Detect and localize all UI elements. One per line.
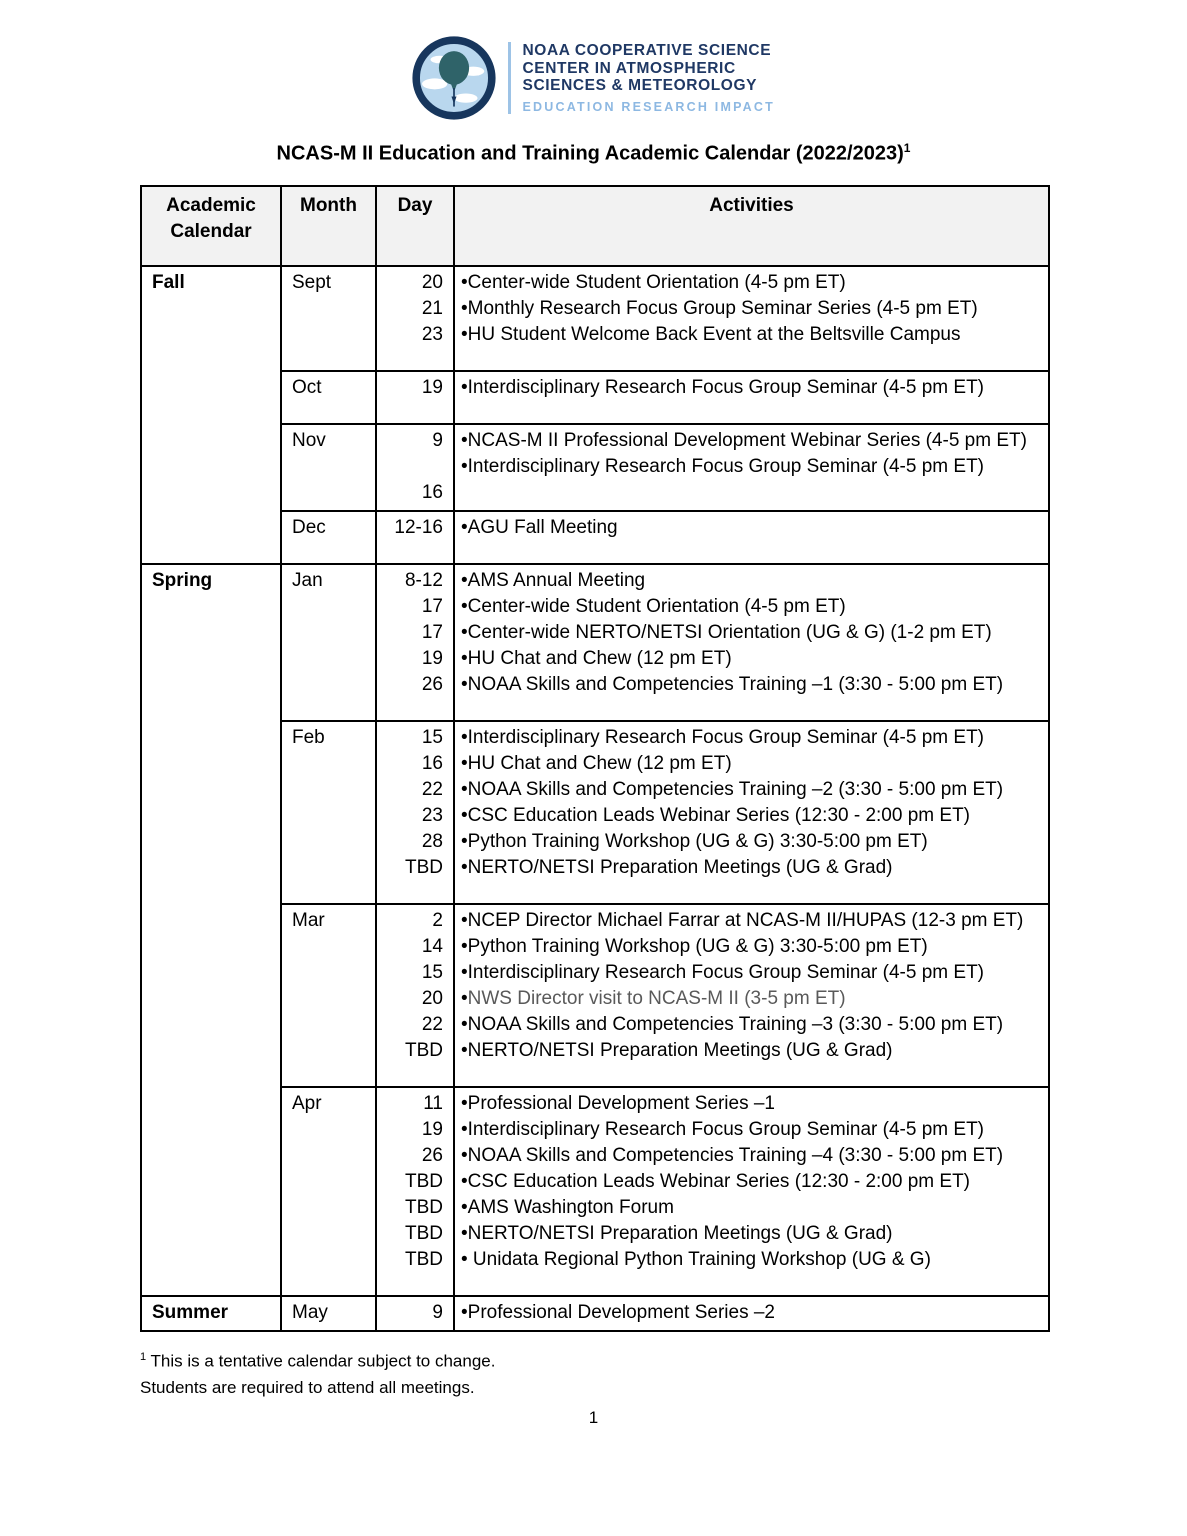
month-cell: May: [281, 1296, 376, 1331]
page-title: [0, 141, 1187, 166]
day-value: 22: [421, 1014, 443, 1035]
footnote-separator: [140, 1330, 422, 1332]
activity-item: • NCEP Director Michael Farrar at NCAS-M II/HUPAS (12-3 pm ET): [461, 908, 1040, 934]
blank-line: [381, 698, 443, 716]
day-value: 28: [421, 831, 443, 852]
logo-tagline: EDUCATION RESEARCH IMPACT: [522, 99, 775, 114]
activity-cell: [454, 266, 1049, 371]
activity-cell: [454, 511, 1049, 564]
header-month: Month: [281, 186, 376, 266]
activity-item: • Interdisciplinary Research Focus Group Seminar (4-5 pm ET): [461, 454, 1040, 480]
day-value: TBD: [405, 1223, 443, 1244]
day-cell: [376, 371, 454, 424]
activity-item: • NOAA Skills and Competencies Training –4 (3:30 - 5:00 pm ET): [461, 1143, 1040, 1169]
day-value: 22: [421, 779, 443, 800]
month-cell: Sept: [281, 266, 376, 371]
day-cell: [376, 424, 454, 511]
activity-item: • Interdisciplinary Research Focus Group Seminar (4-5 pm ET): [461, 1117, 1040, 1143]
logo-text: [523, 42, 775, 114]
day-cell: [376, 1087, 454, 1296]
header-academic-calendar: Academic Calendar: [141, 186, 281, 266]
calendar-table-body: [141, 266, 1049, 1331]
activity-item: • CSC Education Leads Webinar Series (12:30 - 2:00 pm ET): [461, 803, 1040, 829]
day-value: TBD: [405, 1171, 443, 1192]
activity-item: • HU Student Welcome Back Event at the Beltsville Campus: [461, 322, 1040, 348]
activity-item: • NCAS-M II Professional Development Webinar Series (4-5 pm ET): [461, 428, 1040, 454]
month-cell: Mar: [281, 904, 376, 1087]
blank-line: [381, 541, 443, 559]
activity-cell: [454, 424, 1049, 511]
activity-item: • AMS Washington Forum: [461, 1195, 1040, 1221]
month-row: [141, 564, 1049, 721]
activity-item: • CSC Education Leads Webinar Series (12:30 - 2:00 pm ET): [461, 1169, 1040, 1195]
blank-line: [381, 401, 443, 419]
day-value: TBD: [405, 1040, 443, 1061]
day-value: TBD: [405, 1197, 443, 1218]
blank-line: [381, 348, 443, 366]
activity-item: • Interdisciplinary Research Focus Group Seminar (4-5 pm ET): [461, 725, 1040, 751]
day-value: 23: [421, 324, 443, 345]
activity-item: • NOAA Skills and Competencies Training –2 (3:30 - 5:00 pm ET): [461, 777, 1040, 803]
day-value: 2: [432, 910, 443, 931]
blank-line: [381, 1273, 443, 1291]
table-header-row: [141, 186, 1049, 266]
day-cell: [376, 721, 454, 904]
day-value: TBD: [405, 1249, 443, 1270]
logo-org-line-1: NOAA COOPERATIVE SCIENCE: [522, 42, 772, 60]
activity-item: • Interdisciplinary Research Focus Group Seminar (4-5 pm ET): [461, 375, 1040, 401]
activity-cell: [454, 1087, 1049, 1296]
day-value: 19: [421, 648, 443, 669]
footnote-block: [140, 1330, 940, 1401]
activity-item: • Professional Development Series –1: [461, 1091, 1040, 1117]
logo-divider: [508, 42, 511, 114]
activity-item: • NOAA Skills and Competencies Training –1 (3:30 - 5:00 pm ET): [461, 672, 1040, 698]
logo-org-line-2: CENTER IN ATMOSPHERIC: [522, 59, 736, 77]
activity-item: • Python Training Workshop (UG & G) 3:30-5:00 pm ET): [461, 829, 1040, 855]
day-value: [381, 454, 443, 480]
day-value: 19: [421, 377, 443, 398]
season-cell: Summer: [141, 1296, 281, 1331]
month-cell: Oct: [281, 371, 376, 424]
activity-cell: [454, 371, 1049, 424]
activity-item: • NOAA Skills and Competencies Training –3 (3:30 - 5:00 pm ET): [461, 1012, 1040, 1038]
activity-cell: [454, 721, 1049, 904]
activity-item: • Python Training Workshop (UG & G) 3:30-5:00 pm ET): [461, 934, 1040, 960]
day-value: 21: [421, 298, 443, 319]
academic-calendar-table: [140, 185, 1050, 1332]
day-value: 17: [421, 596, 443, 617]
header-day: Day: [376, 186, 454, 266]
weather-balloon-logo-icon: [412, 36, 496, 120]
activity-item: • Monthly Research Focus Group Seminar Series (4-5 pm ET): [461, 296, 1040, 322]
month-cell: Feb: [281, 721, 376, 904]
day-value: 9: [432, 1302, 443, 1323]
day-value: 26: [421, 1145, 443, 1166]
day-value: 16: [421, 482, 443, 503]
day-value: 19: [421, 1119, 443, 1140]
activity-item: • HU Chat and Chew (12 pm ET): [461, 646, 1040, 672]
day-value: 15: [421, 727, 443, 748]
day-value: TBD: [405, 857, 443, 878]
page-number: 1: [588, 1408, 599, 1427]
day-value: 17: [421, 622, 443, 643]
day-cell: [376, 266, 454, 371]
title-footnote-ref: 1: [903, 141, 911, 155]
day-cell: [376, 904, 454, 1087]
season-cell: Spring: [141, 564, 281, 1296]
activity-item: • Center-wide NERTO/NETSI Orientation (UG & G) (1-2 pm ET): [461, 620, 1040, 646]
activity-item: • NWS Director visit to NCAS-M II (3-5 pm ET): [461, 986, 1040, 1012]
header-activities: Activities: [454, 186, 1049, 266]
day-value: 9: [432, 430, 443, 451]
month-cell: Apr: [281, 1087, 376, 1296]
day-value: 8-12: [404, 570, 443, 591]
activity-item: • NERTO/NETSI Preparation Meetings (UG & Grad): [461, 1221, 1040, 1247]
footnote-line-2: Students are required to attend all meetings.: [140, 1377, 475, 1397]
day-cell: [376, 1296, 454, 1331]
month-row: [141, 1296, 1049, 1331]
day-value: 12-16: [394, 517, 443, 538]
blank-line: [381, 1064, 443, 1082]
day-value: 26: [421, 674, 443, 695]
day-value: 15: [421, 962, 443, 983]
activity-item: • NERTO/NETSI Preparation Meetings (UG & Grad): [461, 1038, 1040, 1064]
logo-org-line-3: SCIENCES & METEOROLOGY: [522, 77, 758, 95]
day-value: 20: [421, 988, 443, 1009]
activity-item: • Center-wide Student Orientation (4-5 pm ET): [461, 594, 1040, 620]
activity-item: • Interdisciplinary Research Focus Group Seminar (4-5 pm ET): [461, 960, 1040, 986]
month-cell: Nov: [281, 424, 376, 511]
day-value: 20: [421, 272, 443, 293]
activity-cell: [454, 1296, 1049, 1331]
activity-cell: [454, 564, 1049, 721]
activity-item: • HU Chat and Chew (12 pm ET): [461, 751, 1040, 777]
season-cell: Fall: [141, 266, 281, 564]
activity-item: • Unidata Regional Python Training Workshop (UG & G): [461, 1247, 1040, 1273]
activity-cell: [454, 904, 1049, 1087]
activity-item: • Center-wide Student Orientation (4-5 pm ET): [461, 270, 1040, 296]
logo: [0, 36, 1187, 120]
footnote-line-1: [140, 1344, 940, 1375]
footnote-text-1: This is a tentative calendar subject to change.: [150, 1351, 496, 1371]
footnote-ref: 1: [140, 1351, 147, 1363]
day-value: 14: [421, 936, 443, 957]
day-cell: [376, 564, 454, 721]
day-cell: [376, 511, 454, 564]
activity-item: • NERTO/NETSI Preparation Meetings (UG & Grad): [461, 855, 1040, 881]
page-title-text: NCAS-M II Education and Training Academic Calendar (2022/2023): [276, 142, 904, 165]
month-cell: Jan: [281, 564, 376, 721]
activity-item: • AGU Fall Meeting: [461, 515, 1040, 541]
day-value: 11: [423, 1093, 443, 1114]
month-row: [141, 266, 1049, 371]
day-value: 16: [421, 753, 443, 774]
day-value: 23: [421, 805, 443, 826]
activity-item: [461, 480, 1040, 506]
month-cell: Dec: [281, 511, 376, 564]
blank-line: [381, 881, 443, 899]
activity-item: • AMS Annual Meeting: [461, 568, 1040, 594]
activity-item: • Professional Development Series –2: [461, 1300, 1040, 1326]
